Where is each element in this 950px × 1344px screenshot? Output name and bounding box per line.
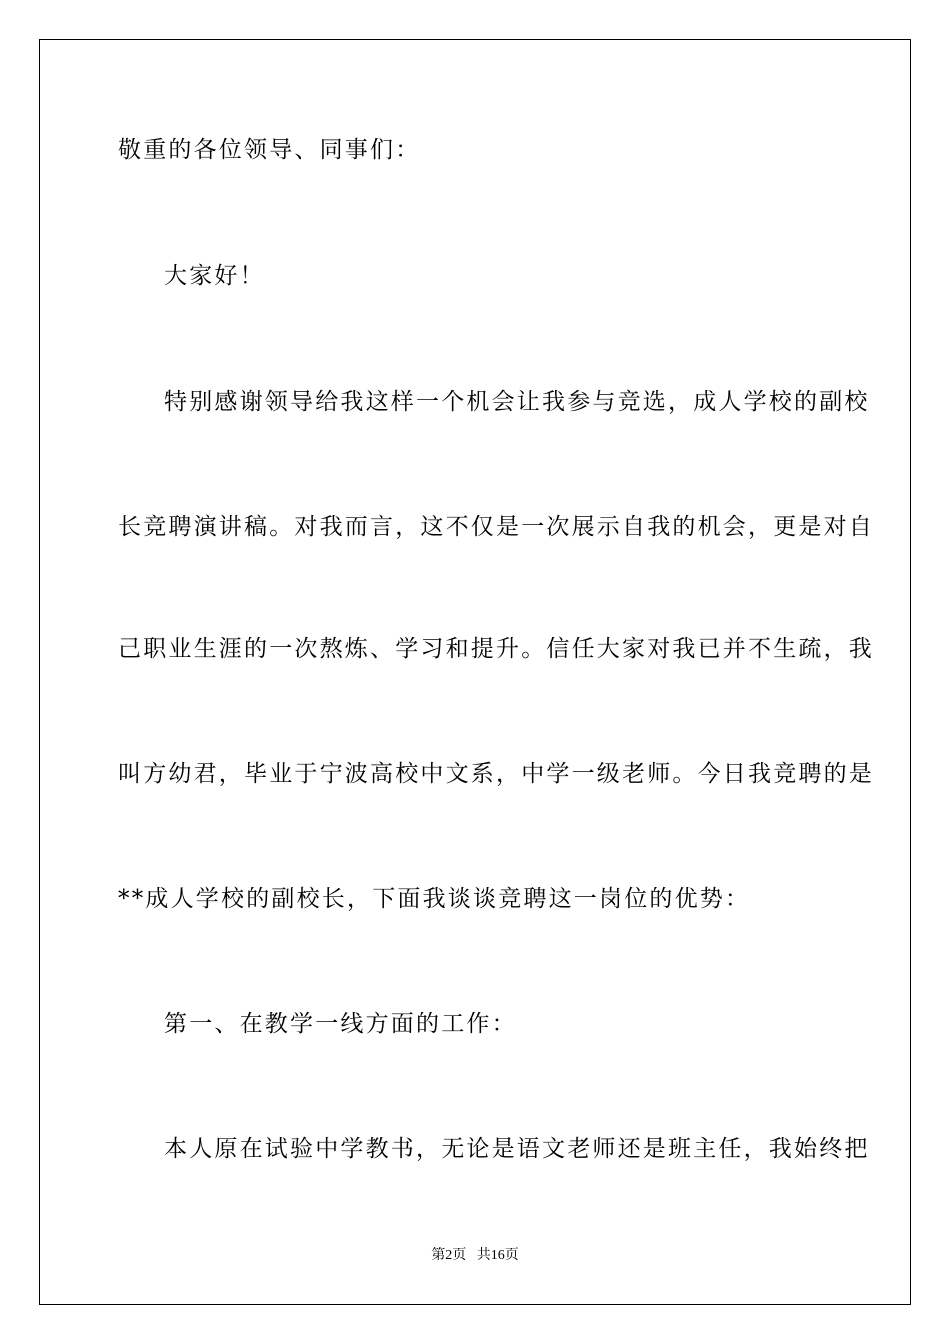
paragraph-line: 本人原在试验中学教书，无论是语文老师还是班主任，我始终把 — [164, 1136, 870, 1162]
page-footer — [0, 1247, 950, 1265]
paragraph-line: 叫方幼君，毕业于宁波高校中文系，中学一级老师。今日我竞聘的是 — [118, 761, 874, 787]
total-pages: 共16页 — [476, 1248, 519, 1263]
section-heading: 第一、在教学一线方面的工作： — [164, 1011, 517, 1037]
page-border — [39, 39, 911, 1305]
paragraph-line: 己职业生涯的一次熬炼、学习和提升。信任大家对我已并不生疏，我 — [118, 636, 874, 662]
greeting-line: 大家好！ — [164, 263, 265, 289]
page-number: 第2页 — [431, 1248, 467, 1263]
salutation-line: 敬重的各位领导、同事们： — [118, 137, 421, 163]
paragraph-line: 特别感谢领导给我这样一个机会让我参与竞选，成人学校的副校 — [164, 389, 870, 415]
paragraph-line: 长竞聘演讲稿。对我而言，这不仅是一次展示自我的机会，更是对自 — [118, 514, 874, 540]
paragraph-line: **成人学校的副校长，下面我谈谈竞聘这一岗位的优势： — [118, 886, 751, 912]
